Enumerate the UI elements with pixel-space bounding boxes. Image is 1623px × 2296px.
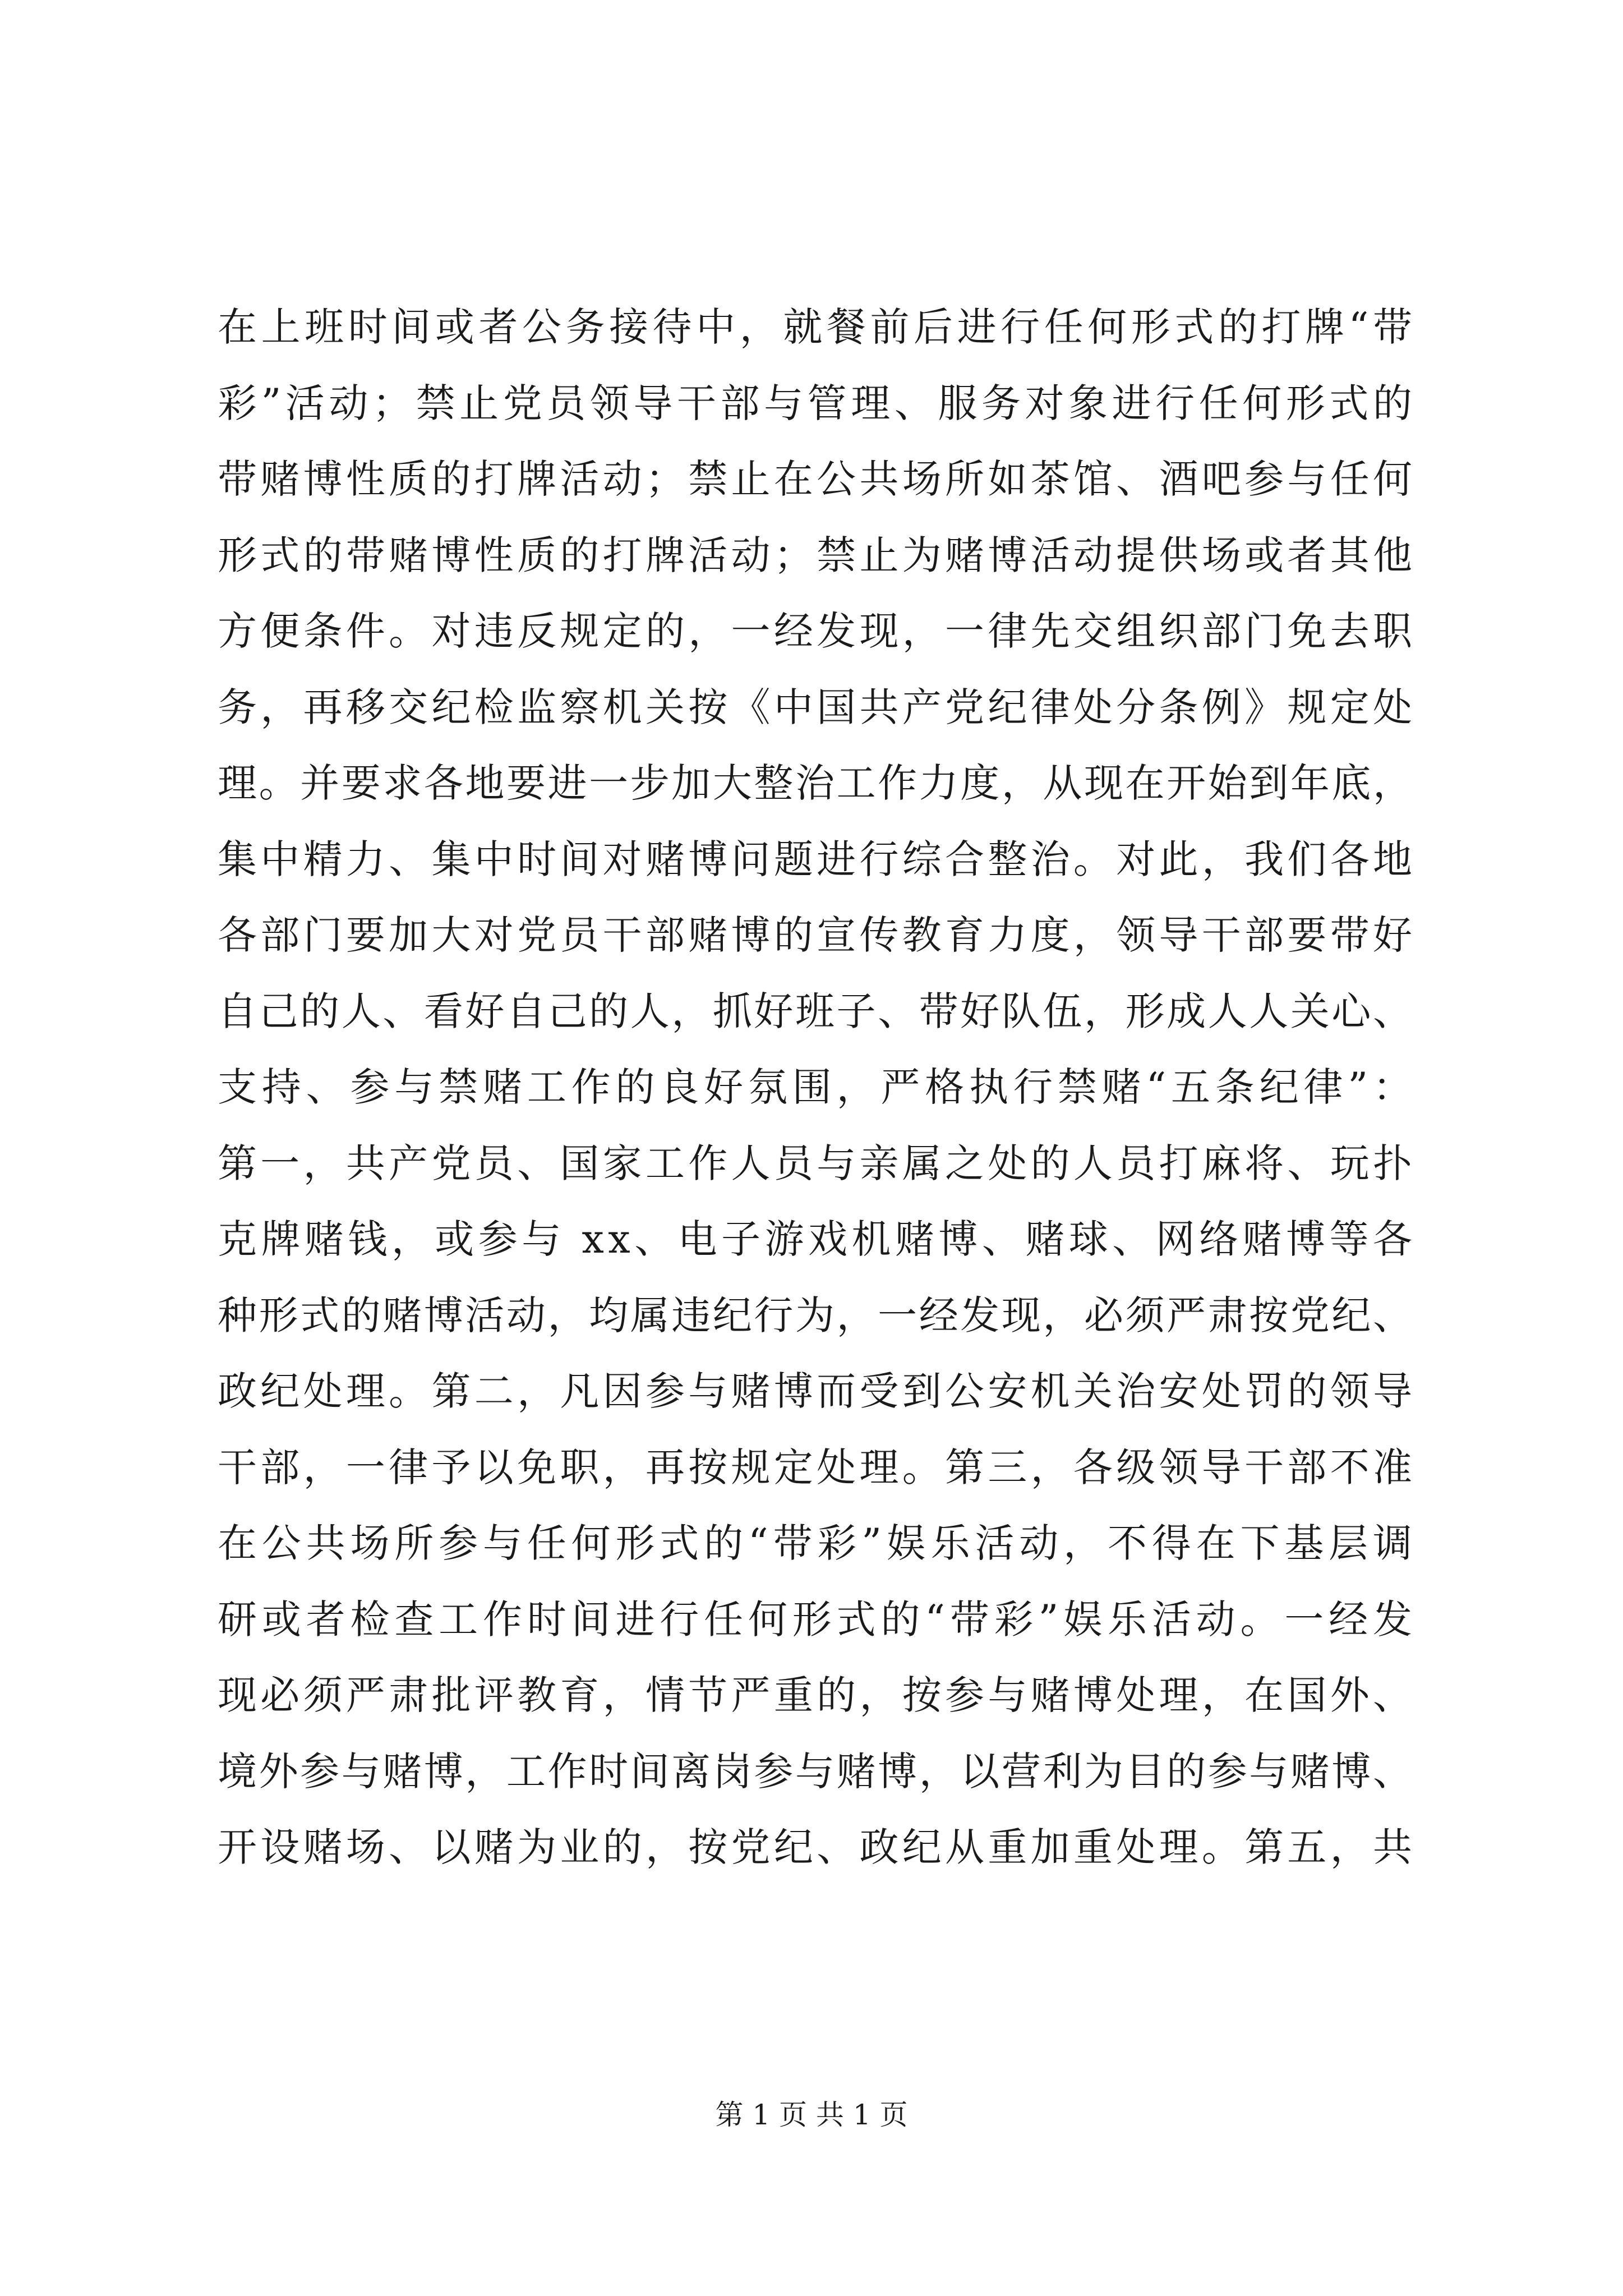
text-line: 研或者检查工作时间进行任何形式的“带彩”娱乐活动。一经发 [218,1596,1417,1642]
text-line: 理。并要求各地要进一步加大整治工作力度，从现在开始到年底， [218,760,1414,806]
text-line: 支持、参与禁赌工作的良好氛围，严格执行禁赌“五条纪律”： [218,1064,1417,1110]
text-line: 各部门要加大对党员干部赌博的宣传教育力度，领导干部要带好 [218,912,1416,958]
text-line: 彩”活动；禁止党员领导干部与管理、服务对象进行任何形式的 [218,380,1417,426]
page-number-label: 第 1 页 共 1 页 [715,2099,908,2131]
text-line: 带赌博性质的打牌活动；禁止在公共场所如茶馆、酒吧参与任何 [218,456,1416,502]
text-line: 第一，共产党员、国家工作人员与亲属之处的人员打麻将、玩扑 [218,1140,1416,1186]
text-line: 方便条件。对违反规定的，一经发现，一律先交组织部门免去职 [218,608,1416,654]
text-line: 在公共场所参与任何形式的“带彩”娱乐活动，不得在下基层调 [218,1520,1417,1566]
text-line: 形式的带赌博性质的打牌活动；禁止为赌博活动提供场或者其他 [218,532,1416,578]
text-line: 干部，一律予以免职，再按规定处理。第三，各级领导干部不准 [218,1444,1416,1490]
text-line: 境外参与赌博，工作时间离岗参与赌博，以营利为目的参与赌博、 [218,1748,1414,1795]
text-line: 务，再移交纪检监察机关按《中国共产党纪律处分条例》规定处 [218,684,1416,730]
text-line: 现必须严肃批评教育，情节严重的，按参与赌博处理，在国外、 [218,1672,1416,1718]
text-line: 政纪处理。第二，凡因参与赌博而受到公安机关治安处罚的领导 [218,1368,1416,1414]
body-text [218,289,1417,1886]
text-line: 开设赌场、以赌为业的，按党纪、政纪从重加重处理。第五，共 [218,1824,1416,1870]
page-footer [0,2098,1623,2132]
text-line: 在上班时间或者公务接待中，就餐前后进行任何形式的打牌“带 [218,304,1417,350]
text-line: 自己的人、看好自己的人，抓好班子、带好队伍，形成人人关心、 [218,988,1414,1034]
text-line: 克牌赌钱，或参与 xx、电子游戏机赌博、赌球、网络赌博等各 [218,1216,1417,1262]
text-line: 集中精力、集中时间对赌博问题进行综合整治。对此，我们各地 [218,836,1416,882]
text-line: 种形式的赌博活动，均属违纪行为，一经发现，必须严肃按党纪、 [218,1292,1414,1338]
